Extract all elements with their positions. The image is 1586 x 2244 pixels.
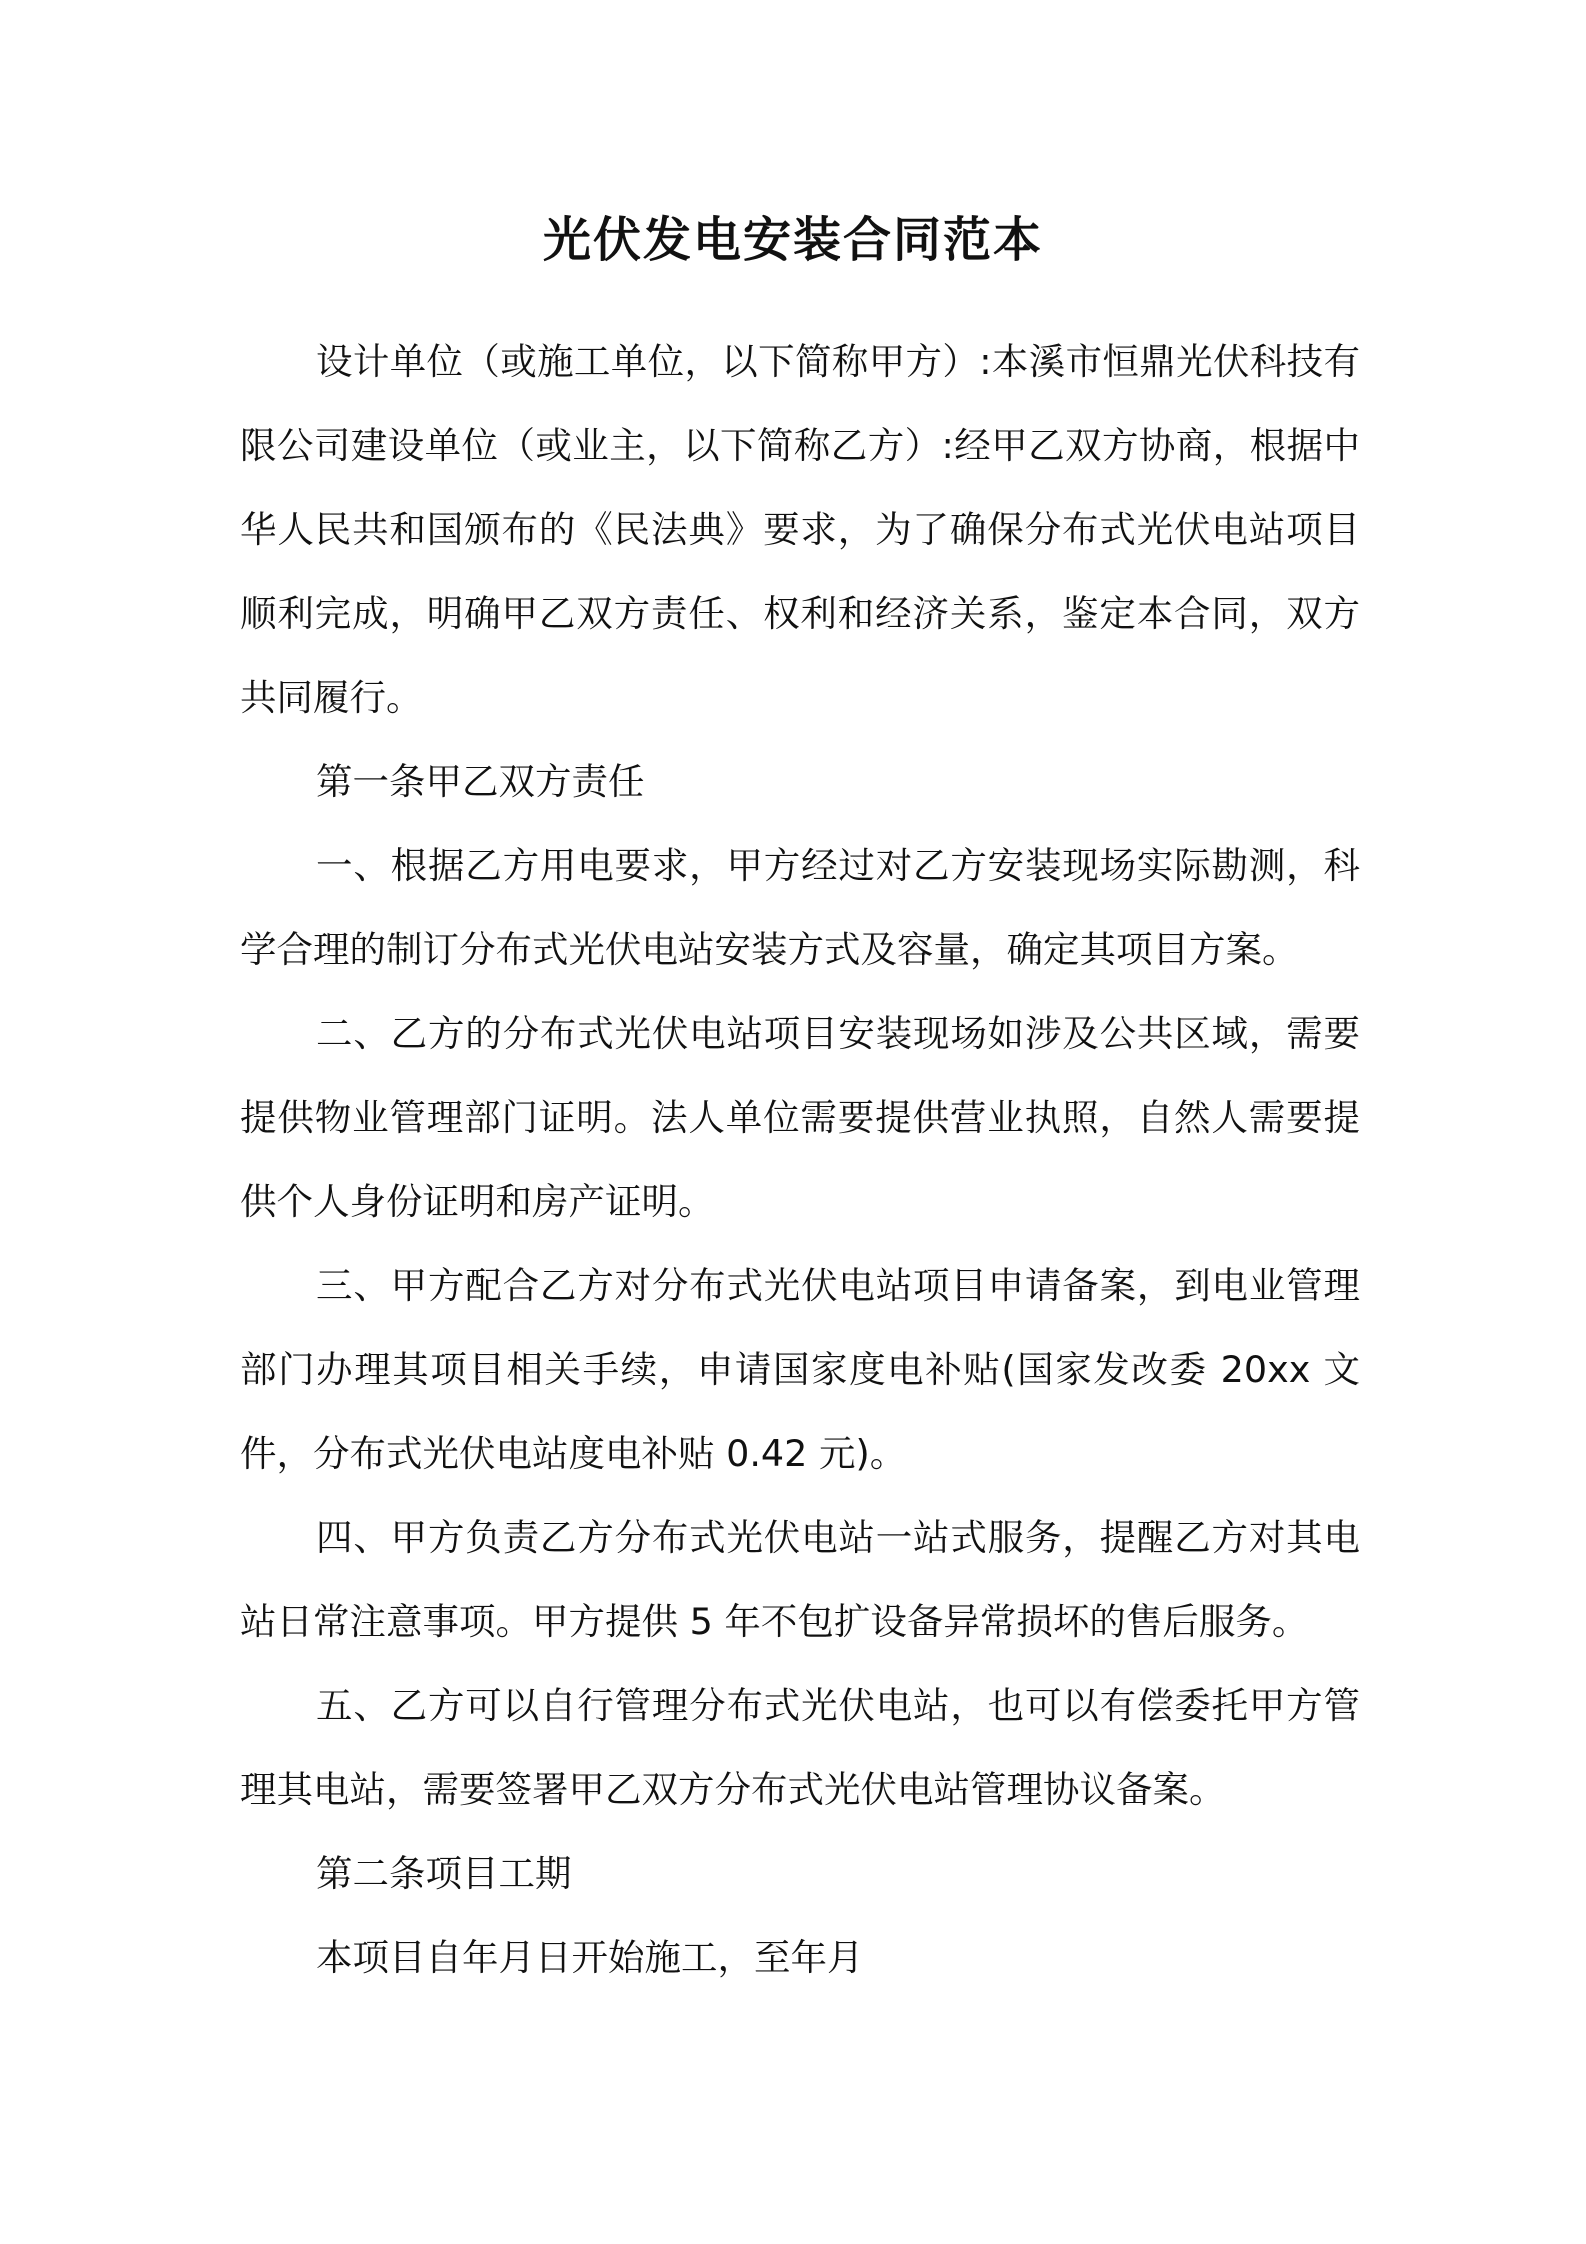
clause-5-paragraph: 五、乙方可以自行管理分布式光伏电站，也可以有偿委托甲方管理其电站，需要签署甲乙双方分布式光伏电站管理协议备案。 <box>240 1684 1360 1811</box>
clause-3-paragraph: 三、甲方配合乙方对分布式光伏电站项目申请备案，到电业管理部门办理其项目相关手续，申请国家度电补贴(国家发改委 20xx 文件，分布式光伏电站度电补贴 0.42 元)。 <box>240 1264 1360 1475</box>
article-1-heading: 第一条甲乙双方责任 <box>316 760 645 803</box>
clause-1-paragraph: 一、根据乙方用电要求，甲方经过对乙方安装现场实际勘测，科学合理的制订分布式光伏电站安装方式及容量，确定其项目方案。 <box>240 844 1360 971</box>
clause-4-paragraph: 四、甲方负责乙方分布式光伏电站一站式服务，提醒乙方对其电站日常注意事项。甲方提供 5 年不包扩设备异常损坏的售后服务。 <box>240 1516 1360 1643</box>
document-title: 光伏发电安装合同范本 <box>542 212 1043 268</box>
document-body <box>240 320 1360 2000</box>
article-2-heading: 第二条项目工期 <box>316 1852 572 1895</box>
clause-2-paragraph: 二、乙方的分布式光伏电站项目安装现场如涉及公共区域，需要提供物业管理部门证明。法人单位需要提供营业执照，自然人需要提供个人身份证明和房产证明。 <box>240 1012 1360 1223</box>
preamble-paragraph: 设计单位（或施工单位，以下简称甲方）:本溪市恒鼎光伏科技有限公司建设单位（或业主，以下简称乙方）:经甲乙双方协商，根据中华人民共和国颁布的《民法典》要求，为了确保分布式光伏电站项目顺利完成，明确甲乙双方责任、权利和经济关系，鉴定本合同，双方共同履行。 <box>240 340 1360 719</box>
schedule-paragraph: 本项目自年月日开始施工，至年月 <box>316 1936 864 1979</box>
